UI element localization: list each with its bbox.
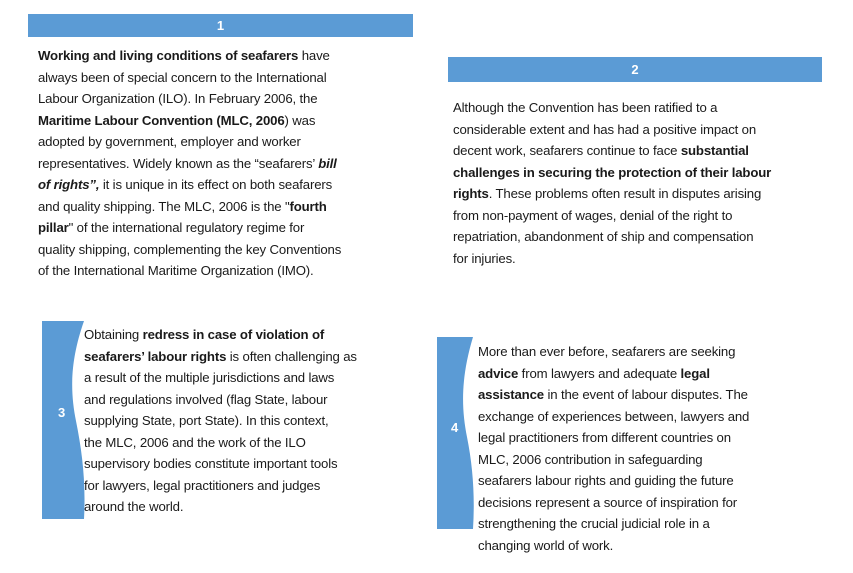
- text-line: [453, 248, 771, 270]
- section-1-text: [38, 45, 341, 282]
- text: seafarers labour rights and guiding the future: [478, 473, 734, 488]
- text-line: [84, 453, 357, 475]
- text-line: [453, 119, 771, 141]
- bold-text: assistance: [478, 387, 544, 402]
- text-line: [478, 492, 749, 514]
- text-line: [84, 324, 357, 346]
- text-line: [84, 389, 357, 411]
- text: in the event of labour disputes. The: [543, 387, 748, 402]
- text: changing world of work.: [478, 537, 614, 553]
- text-line: [453, 162, 771, 184]
- section-2-text: [453, 97, 771, 269]
- text-line: [453, 97, 771, 119]
- text: for lawyers, legal practitioners and judges: [84, 477, 321, 493]
- text: exchange of experiences between, lawyers and: [478, 408, 750, 424]
- text-line: [453, 183, 771, 205]
- text: around the world.: [84, 499, 184, 514]
- section-1-number: 1: [216, 18, 225, 33]
- text: supervisory bodies constitute important tools: [84, 456, 338, 471]
- text-line: [453, 140, 771, 162]
- text-line: [38, 153, 341, 175]
- bold-text: Maritime Labour Convention (MLC, 2006: [38, 112, 285, 128]
- text: Obtaining: [84, 327, 143, 342]
- section-2-number: 2: [631, 62, 639, 77]
- text: ) was: [284, 112, 316, 128]
- section-4-text: [478, 341, 749, 556]
- bold-text: challenges in securing the protection of their labour: [453, 164, 772, 180]
- text-line: [38, 131, 341, 153]
- text-line: [38, 196, 341, 218]
- text-line: [478, 535, 749, 557]
- text: quality shipping, complementing the key Conventions: [38, 241, 342, 257]
- text-line: [38, 88, 341, 110]
- text: Labour Organization (ILO). In February 2006, the: [38, 91, 318, 106]
- bold-text: redress in case of violation of: [142, 327, 325, 342]
- text-line: [453, 205, 771, 227]
- text-line: [38, 217, 341, 239]
- bold-text: bill: [318, 155, 337, 171]
- bold-text: pillar: [38, 220, 69, 235]
- text-line: [38, 110, 341, 132]
- section-3-number: 3: [58, 405, 66, 420]
- text-line: [84, 432, 357, 454]
- text: . These problems often result in disputes arising: [488, 186, 762, 201]
- text-line: [478, 363, 749, 385]
- bold-text: of rights”,: [38, 177, 100, 192]
- bold-text: rights: [453, 186, 489, 201]
- text-line: [84, 367, 357, 389]
- text-line: [84, 346, 357, 368]
- text: considerable extent and has had a positive impact on: [453, 121, 757, 137]
- text: More than ever before, seafarers are seeking: [478, 344, 736, 359]
- section-4-number: 4: [451, 420, 459, 435]
- text: Although the Convention has been ratified to a: [453, 100, 718, 115]
- text-line: [478, 449, 749, 471]
- text-line: [478, 384, 749, 406]
- text-line: [38, 174, 341, 196]
- section-1-header: [28, 14, 413, 37]
- text: strengthening the crucial judicial role in a: [478, 516, 710, 531]
- text: from lawyers and adequate: [518, 365, 681, 381]
- text-line: [478, 406, 749, 428]
- text: and quality shipping. The MLC, 2006 is the ": [38, 198, 290, 214]
- section-3-wave-strip: [42, 321, 86, 519]
- text-line: [453, 226, 771, 248]
- text: it is unique in its effect on both seafarers: [99, 177, 333, 192]
- text: of the International Maritime Organization (IMO).: [38, 263, 314, 278]
- text: supplying State, port State). In this context,: [84, 413, 329, 428]
- text-line: [38, 239, 341, 261]
- bold-text: advice: [478, 365, 519, 381]
- text-line: [478, 470, 749, 492]
- text: legal practitioners from different countries on: [478, 430, 731, 445]
- text: have: [298, 48, 330, 63]
- text: always been of special concern to the International: [38, 69, 327, 85]
- text: decent work, seafarers continue to face: [453, 143, 681, 158]
- text: " of the international regulatory regime for: [68, 220, 305, 235]
- text: adopted by government, employer and worker: [38, 134, 301, 149]
- text-line: [38, 260, 341, 282]
- text: from non-payment of wages, denial of the right to: [453, 207, 733, 223]
- text-line: [84, 496, 357, 518]
- text: a result of the multiple jurisdictions and laws: [84, 370, 335, 385]
- text: MLC, 2006 contribution in safeguarding: [478, 451, 703, 467]
- text: representatives. Widely known as the “seafarers’: [38, 155, 319, 171]
- text: the MLC, 2006 and the work of the ILO: [84, 434, 306, 450]
- text: decisions represent a source of inspiration for: [478, 494, 738, 510]
- section-3-text: [84, 324, 357, 518]
- bold-text: substantial: [680, 143, 749, 158]
- bold-text: fourth: [289, 198, 327, 214]
- bold-text: legal: [680, 365, 710, 381]
- text-line: [478, 341, 749, 363]
- text-line: [478, 427, 749, 449]
- bold-text: Working and living conditions of seafarers: [38, 48, 299, 63]
- text: for injuries.: [453, 250, 516, 266]
- bold-text: seafarers’ labour rights: [84, 348, 227, 364]
- text: is often challenging as: [226, 348, 357, 364]
- text-line: [38, 67, 341, 89]
- text-line: [38, 45, 341, 67]
- text: repatriation, abandonment of ship and compensation: [453, 229, 754, 244]
- text: and regulations involved (flag State, labour: [84, 391, 328, 407]
- text-line: [84, 475, 357, 497]
- text-line: [84, 410, 357, 432]
- text-line: [478, 513, 749, 535]
- section-2-header: [448, 57, 822, 82]
